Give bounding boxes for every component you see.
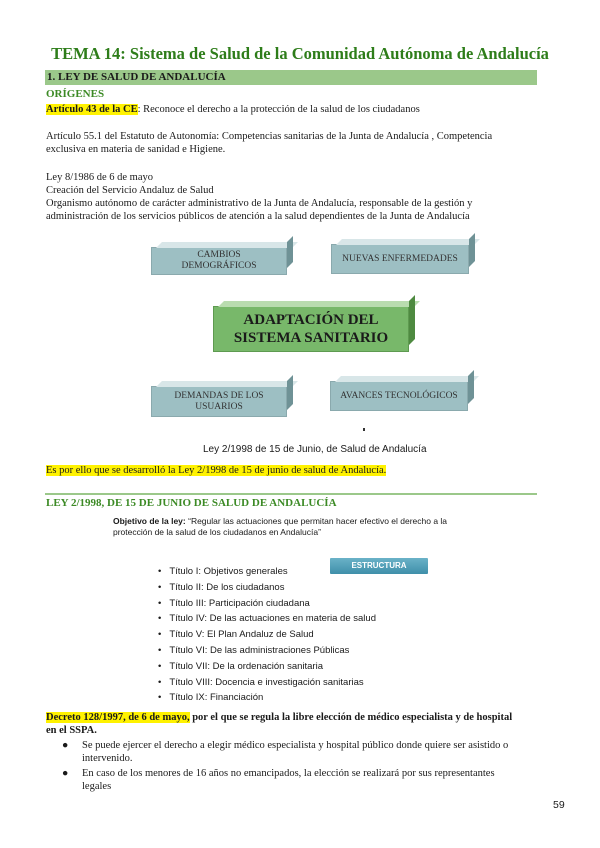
decreto-line-2: en el SSPA. <box>46 725 97 736</box>
objetivo-line-1 <box>113 516 447 527</box>
titulo-item: • Título IX: Financiación <box>158 690 376 706</box>
titulo-item: • Título I: Objetivos generales <box>158 564 376 580</box>
ley8-line-4: administración de los servicios públicos de atención a la salud dependientes de la Junta de Andalucía <box>46 211 470 222</box>
bullet-2-line-1: En caso de los menores de 16 años no emancipados, la elección se realizará por sus representantes <box>82 768 495 779</box>
ley8-line-1: Ley 8/1986 de 6 de mayo <box>46 172 154 183</box>
bullet-dot: ● <box>62 768 69 779</box>
estructura-button: ESTRUCTURA <box>330 558 428 574</box>
titulo-item: • Título VI: De las administraciones Públicas <box>158 643 376 659</box>
page-title: TEMA 14: Sistema de Salud de la Comunidad Autónoma de Andalucía <box>51 44 549 63</box>
box-center-line-1: ADAPTACIÓN DEL <box>243 312 379 328</box>
box-cambios-demograficos <box>151 247 287 275</box>
art55-line-2: exclusiva en materia de sanidad e Higiene. <box>46 144 226 155</box>
ley8-line-2: Creación del Servicio Andaluz de Salud <box>46 185 214 196</box>
bullet-1-line-1: Se puede ejercer el derecho a elegir médico especialista y hospital público donde quiere ser asistido o <box>82 740 509 751</box>
box-cambios-line-2: DEMOGRÁFICOS <box>181 261 257 271</box>
diagram-dot <box>363 428 365 431</box>
box-cambios-line-1: CAMBIOS <box>197 250 241 260</box>
decreto-text-1: por el que se regula la libre elección de médico especialista y de hospital <box>189 712 513 723</box>
page-number: 59 <box>553 799 565 811</box>
bullet-1-line-2: intervenido. <box>82 753 133 764</box>
objetivo-line-2: protección de la salud de los ciudadanos en Andalucía” <box>113 527 321 537</box>
highlight-sentence <box>46 464 386 477</box>
titulo-item: • Título III: Participación ciudadana <box>158 596 376 612</box>
decreto-line-1 <box>46 711 512 724</box>
box-demandas-usuarios <box>151 386 287 417</box>
box-avances-tecnologicos <box>330 381 468 411</box>
titulos-list <box>158 564 376 706</box>
titulo-item: • Título II: De los ciudadanos <box>158 580 376 596</box>
highlight-sentence-text: Es por ello que se desarrolló la Ley 2/1998 de 15 de junio de salud de Andalucía. <box>46 465 387 476</box>
box-avances-label: AVANCES TECNOLÓGICOS <box>340 390 458 401</box>
bullet-dot: ● <box>62 740 69 751</box>
box-demandas-line-1: DEMANDAS DE LOS <box>174 390 264 401</box>
box-adaptacion-sistema <box>213 306 409 352</box>
art43-label: Artículo 43 de la CE <box>46 104 138 115</box>
objetivo-label: Objetivo de la ley: <box>113 516 186 526</box>
objetivo-text-1: “Regular las actuaciones que permitan hacer efectivo el derecho a la <box>185 516 448 526</box>
origenes-heading: ORÍGENES <box>46 88 105 100</box>
box-nuevas-label: NUEVAS ENFERMEDADES <box>342 253 458 264</box>
art43-paragraph <box>46 103 420 116</box>
box-demandas-line-2: USUARIOS <box>195 401 243 412</box>
titulo-item: • Título V: El Plan Andaluz de Salud <box>158 627 376 643</box>
ley8-line-3: Organismo autónomo de carácter administrativo de la Junta de Andalucía, responsable de la gestión y <box>46 198 473 209</box>
section-heading-ley-2-1998: LEY 2/1998, DE 15 DE JUNIO DE SALUD DE ANDALUCÍA <box>46 497 337 509</box>
box-nuevas-enfermedades <box>331 244 469 274</box>
diagram-caption: Ley 2/1998 de 15 de Junio, de Salud de Andalucía <box>203 444 427 455</box>
art43-text: : Reconoce el derecho a la protección de la salud de los ciudadanos <box>137 104 420 115</box>
titulo-item: • Título VII: De la ordenación sanitaria <box>158 659 376 675</box>
titulo-item: • Título VIII: Docencia e investigación sanitarias <box>158 675 376 691</box>
decreto-label: Decreto 128/1997, de 6 de mayo, <box>46 712 190 723</box>
section-divider <box>45 493 537 495</box>
titulo-item: • Título IV: De las actuaciones en materia de salud <box>158 611 376 627</box>
box-center-line-2: SISTEMA SANITARIO <box>233 330 389 346</box>
bullet-2-line-2: legales <box>82 781 112 792</box>
section-heading-ley-salud: 1. LEY DE SALUD DE ANDALUCÍA <box>45 70 537 85</box>
art55-line-1: Artículo 55.1 del Estatuto de Autonomía: Competencias sanitarias de la Junta de Andalucía , Competencia <box>46 131 493 142</box>
